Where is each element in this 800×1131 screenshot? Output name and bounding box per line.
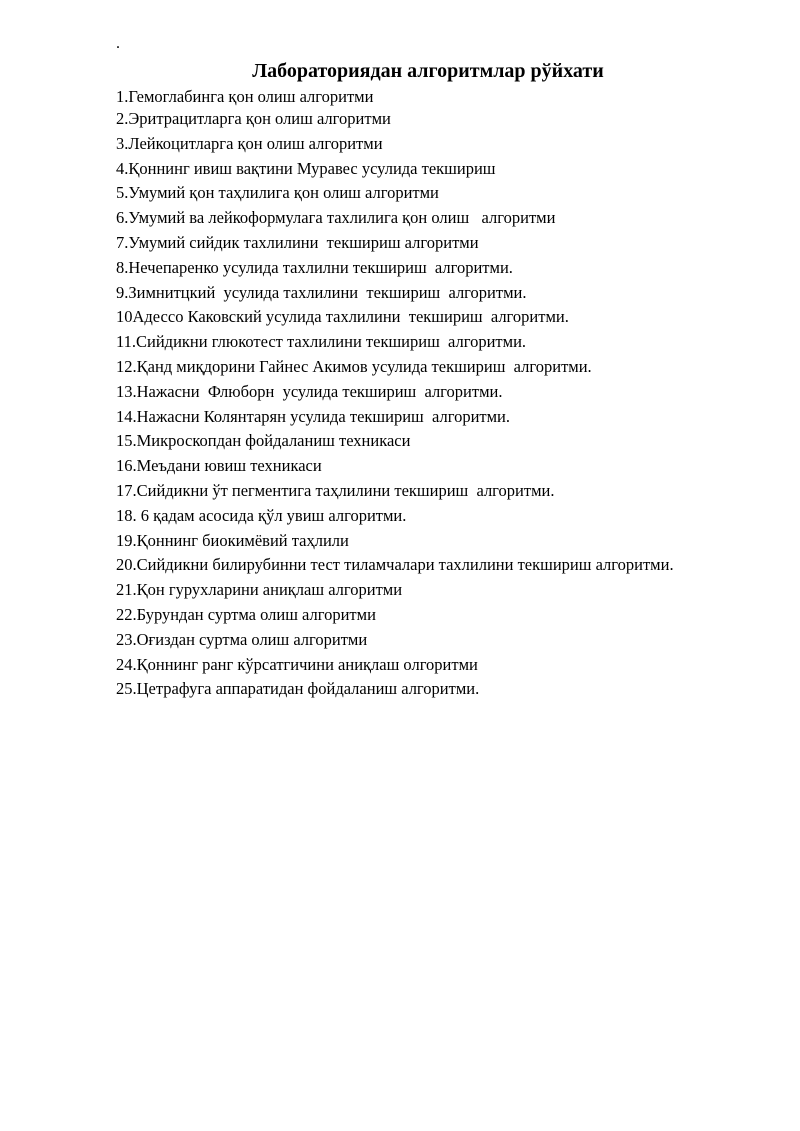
list-item: 20.Сийдикни билирубинни тест тиламчалари тахлилини текшириш алгоритми.: [116, 555, 674, 575]
list-item: 11.Сийдикни глюкотест тахлилини текшириш алгоритми.: [116, 332, 527, 352]
list-item: 3.Лейкоцитларга қон олиш алгоритми: [116, 133, 383, 153]
list-item: 25.Цетрафуга аппаратидан фойдаланиш алгоритми.: [116, 679, 480, 699]
list-item: 5.Умумий қон таҳлилига қон олиш алгоритми: [116, 183, 439, 203]
list-item: 6.Умумий ва лейкоформулага тахлилига қон олиш алгоритми: [116, 208, 556, 228]
list-item: 2.Эритрацитларга қон олиш алгоритми: [116, 109, 391, 128]
list-item: 8.Нечепаренко усулида тахлилни текшириш алгоритми.: [116, 257, 513, 277]
list-item: 9.Зимнитцкий усулида тахлилини текшириш алгоритми.: [116, 282, 527, 302]
list-item: 19.Қоннинг биокимёвий таҳлили: [116, 530, 349, 550]
list-item: 24.Қоннинг ранг кўрсатгичини аниқлаш олгоритми: [116, 654, 478, 674]
list-item: 18. 6 қадам асосида қўл увиш алгоритми.: [116, 505, 407, 525]
list-item: 15.Микроскопдан фойдаланиш техникаси: [116, 431, 411, 451]
list-item: 13.Нажасни Флюборн усулида текшириш алгоритми.: [116, 381, 503, 401]
document-title: Лабораториядан алгоритмлар рўйхати: [252, 60, 604, 82]
list-item: 21.Қон гурухларини аниқлаш алгоритми: [116, 580, 403, 600]
list-item: 12.Қанд миқдорини Гайнес Акимов усулида текшириш алгоритми.: [116, 356, 592, 376]
list-item: 1.Гемоглабинга қон олиш алгоритми: [116, 87, 374, 106]
list-item: 23.Оғиздан суртма олиш алгоритми: [116, 629, 368, 649]
list-item: 14.Нажасни Колянтарян усулида текшириш алгоритми.: [116, 406, 511, 426]
page-marker: .: [116, 35, 120, 52]
list-item: 10Адессо Каковский усулида тахлилини текшириш алгоритми.: [116, 307, 569, 327]
list-item: 16.Меъдани ювиш техникаси: [116, 456, 322, 476]
list-item: 4.Қоннинг ивиш вақтини Муравес усулида текшириш: [116, 158, 496, 178]
list-item: 22.Бурундан суртма олиш алгоритми: [116, 604, 376, 624]
algorithm-list: [116, 86, 676, 702]
list-item: 7.Умумий сийдик тахлилини текшириш алгоритми: [116, 232, 479, 252]
list-item: 17.Сийдикни ўт пегментига таҳлилини текшириш алгоритми.: [116, 480, 555, 500]
